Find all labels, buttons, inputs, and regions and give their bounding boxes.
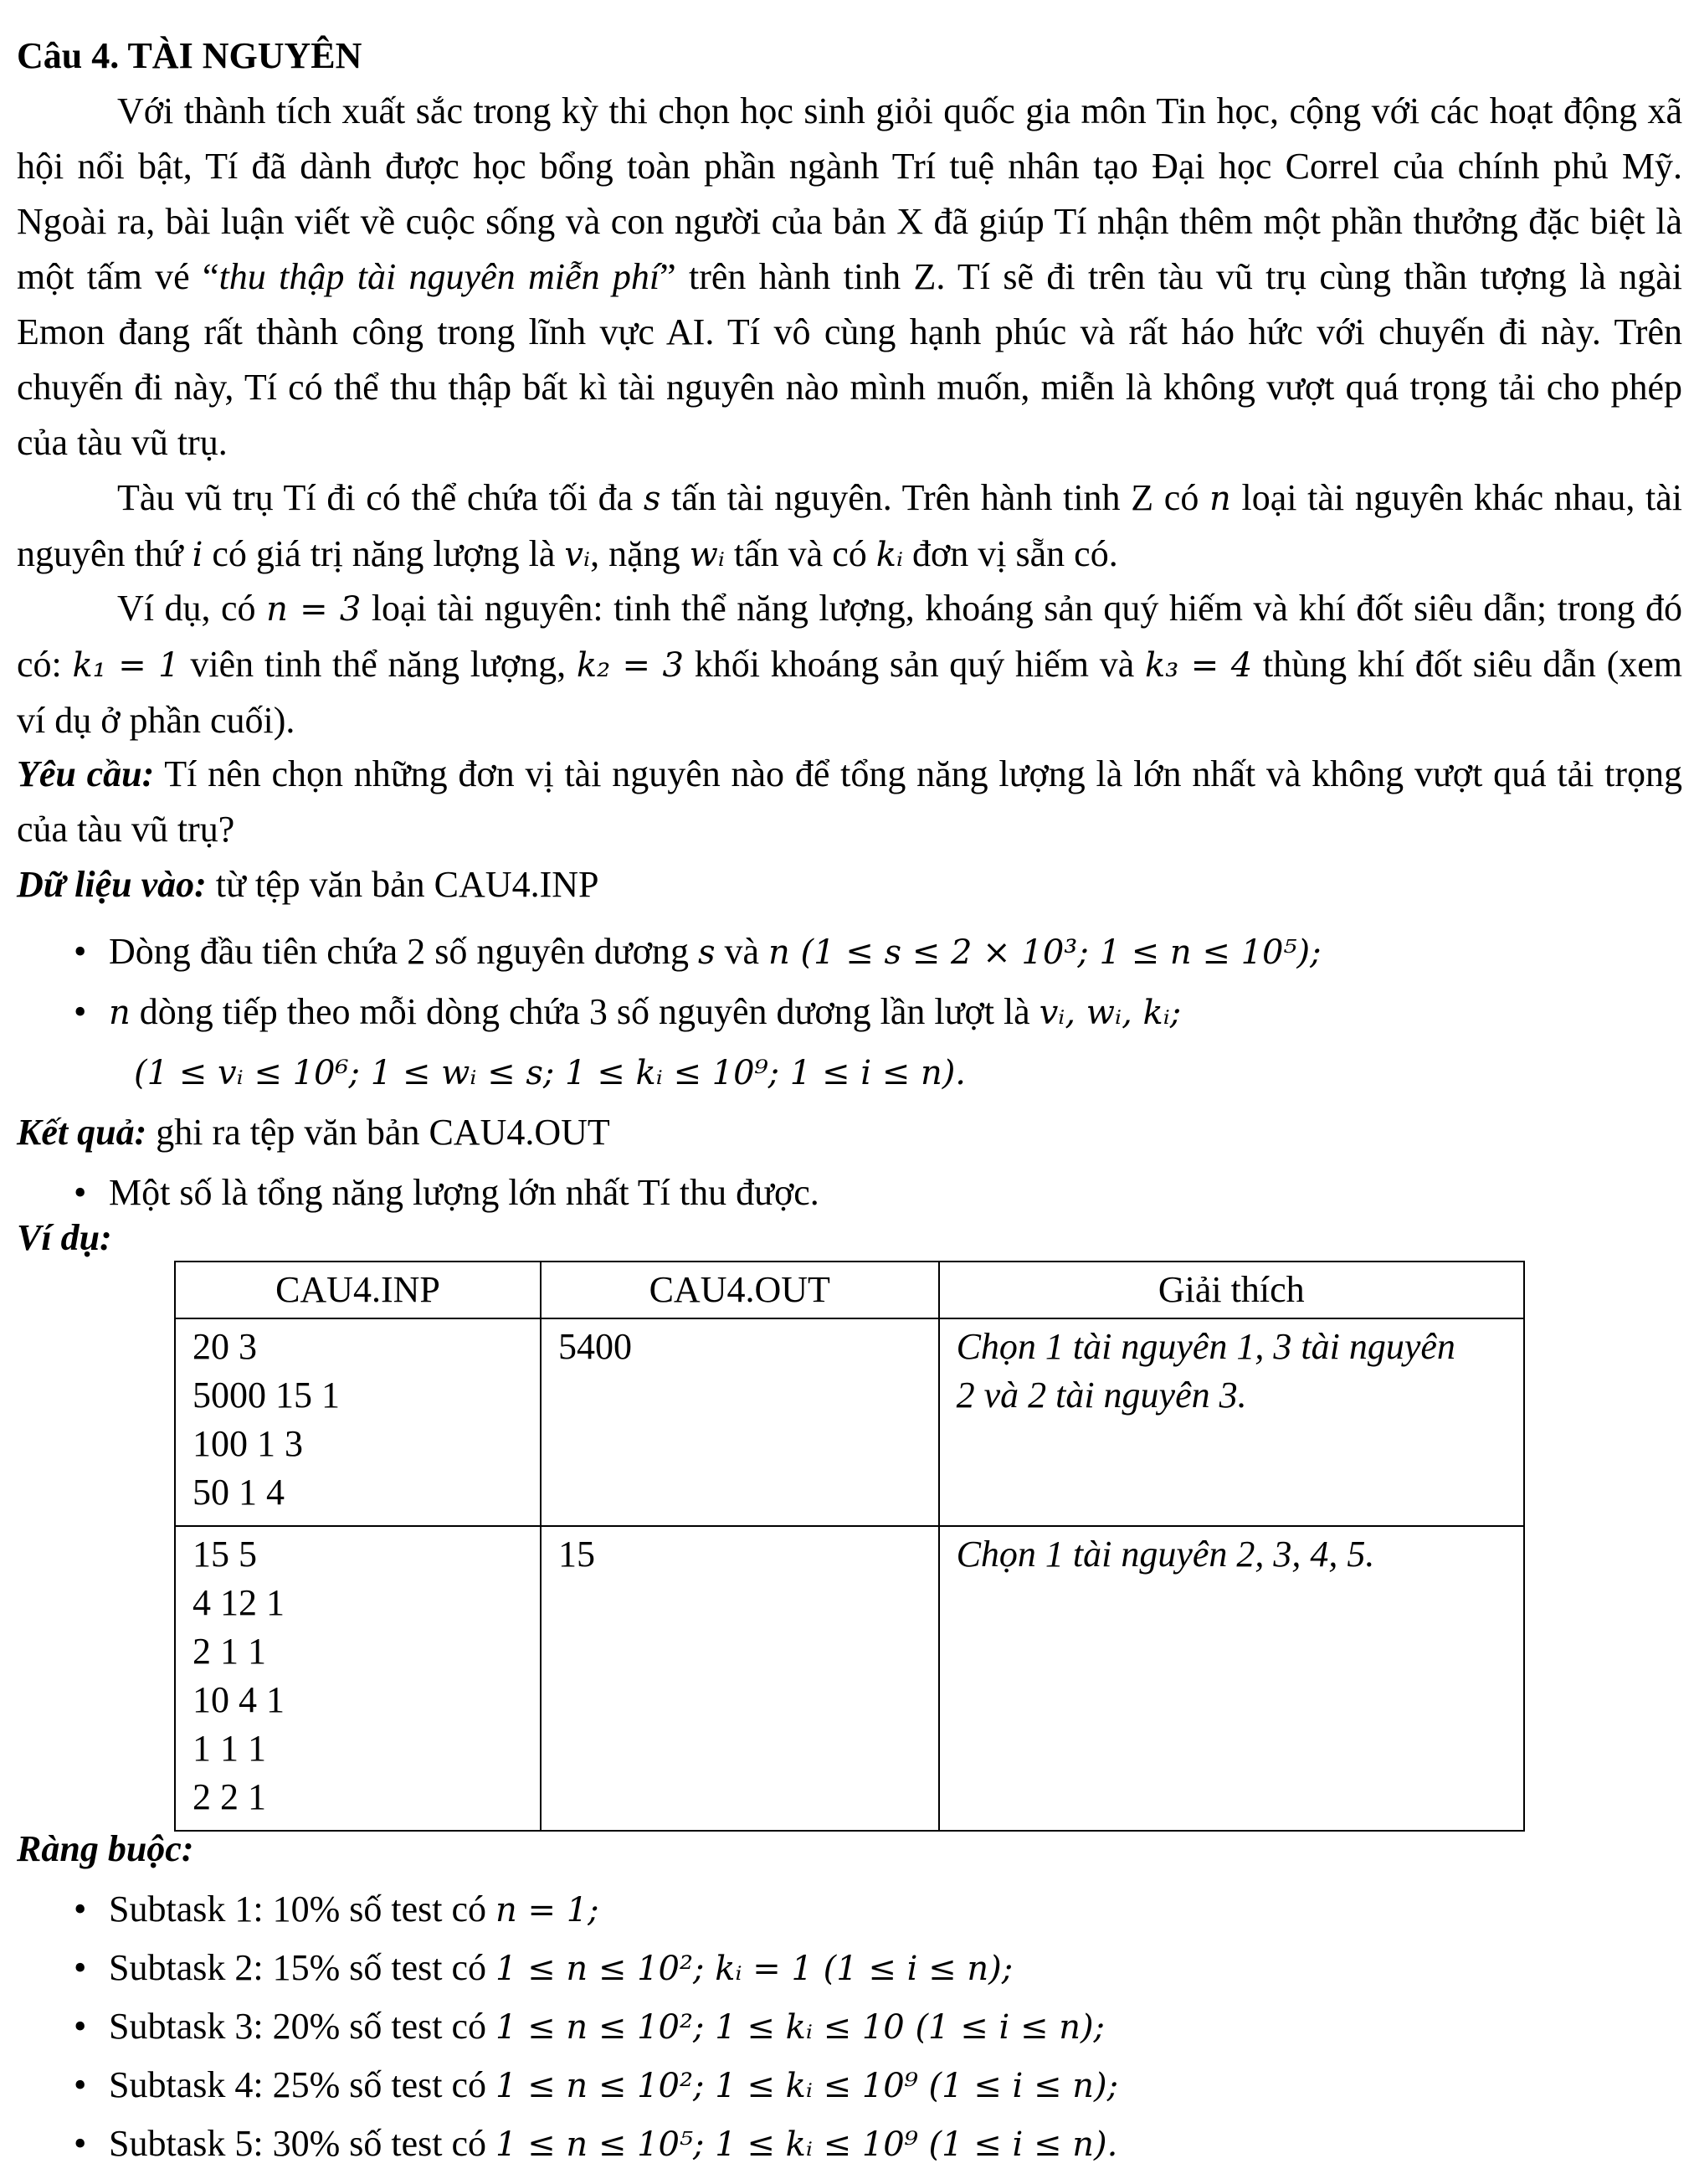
text: Subtask 1: 10% số test có (109, 1889, 495, 1930)
constraint-item (109, 1882, 1682, 1938)
math-expr: k₃ = 4 (1145, 646, 1253, 685)
requirement-section (17, 747, 1682, 857)
math-var: n (768, 933, 790, 972)
math-expr: 1 ≤ n ≤ 10²; 1 ≤ kᵢ ≤ 10 (1 ≤ i ≤ n); (495, 2008, 1106, 2047)
output-text: ghi ra tệp văn bản CAU4.OUT (146, 1112, 610, 1153)
inp-line: 15 5 (192, 1534, 257, 1575)
cell-explanation (939, 1318, 1524, 1526)
constraints-heading: Ràng buộc: (17, 1828, 194, 1869)
text: thùng khí đốt siêu dẫn (xem ví dụ ở phần cuối). (17, 644, 1683, 741)
header-out: CAU4.OUT (541, 1262, 939, 1318)
example-table (174, 1261, 1525, 1832)
problem-title: Câu 4. TÀI NGUYÊN (17, 35, 362, 76)
math-expr: (1 ≤ s ≤ 2 × 10³; 1 ≤ n ≤ 10⁵); (789, 933, 1322, 972)
cell-out: 5400 (541, 1318, 939, 1526)
intro-text: Với thành tích xuất sắc trong kỳ thi chọn học sinh giỏi quốc gia môn Tin học, cộng với các hoạt động xã hội nổi bật, Tí đã dành được học bổng toàn phần ngành Trí tuệ nhân tạo Đại học Correl của chính phủ Mỹ. Ngoài ra, bài luận viết về cuộc sống và con người của bản X đã giúp Tí nhận thêm một phần thưởng đặc biệt là một tấm vé “ (17, 90, 1682, 297)
text: Dòng đầu tiên chứa 2 số nguyên dương (109, 931, 698, 972)
table-row (175, 1318, 1524, 1526)
math-var: i (192, 536, 203, 574)
constraint-item (109, 1940, 1682, 1996)
math-var: n (1209, 480, 1231, 518)
intro-paragraph-3 (17, 581, 1682, 748)
inp-line: 100 1 3 (192, 1423, 303, 1464)
input-section (17, 857, 1682, 912)
math-expr: k₁ = 1 (72, 646, 180, 685)
input-heading: Dữ liệu vào: (17, 864, 207, 905)
text: Ví dụ, có (117, 588, 267, 629)
requirement-heading: Yêu cầu: (17, 753, 155, 794)
table-header-row (175, 1262, 1524, 1318)
inp-line: 20 3 (192, 1326, 257, 1367)
math-expr: 1 ≤ n ≤ 10²; kᵢ = 1 (1 ≤ i ≤ n); (495, 1950, 1014, 1988)
text: tấn tài nguyên. Trên hành tinh Z có (660, 477, 1210, 518)
intro-text: ” trên hành tinh Z. Tí sẽ đi trên tàu vũ trụ cùng thần tượng là ngài Emon đang rất thành công trong lĩnh vực AI. Tí vô cùng hạnh phúc và rất háo hức với chuyến đi này. Trên chuyến đi này, Tí có thể thu thập bất kì tài nguyên nào mình muốn, miễn là không vượt quá trọng tải cho phép của tàu vũ trụ. (17, 256, 1682, 463)
text: loại tài nguyên khác nhau, tài nguyên thứ (17, 477, 1682, 574)
input-bullet-1 (109, 924, 1682, 980)
inp-line: 2 1 1 (192, 1631, 266, 1672)
text: Subtask 5: 30% số test có (109, 2123, 495, 2164)
input-text: từ tệp văn bản CAU4.INP (206, 864, 599, 905)
intro-paragraph-1 (17, 84, 1682, 470)
math-var: kᵢ (875, 536, 904, 574)
text: khối khoáng sản quý hiếm và (683, 644, 1146, 685)
text: Subtask 4: 25% số test có (109, 2064, 495, 2105)
requirement-text: Tí nên chọn những đơn vị tài nguyên nào để tổng năng lượng là lớn nhất và không vượt quá tải trọng của tàu vũ trụ? (17, 753, 1682, 850)
cell-explanation (939, 1526, 1524, 1831)
input-constraint-line (134, 1045, 1682, 1101)
inp-line: 50 1 4 (192, 1472, 285, 1513)
constraint-item (109, 2116, 1682, 2172)
math-var: n (109, 994, 131, 1032)
example-heading: Ví dụ: (17, 1217, 112, 1258)
math-expr: 1 ≤ n ≤ 10⁵; 1 ≤ kᵢ ≤ 10⁹ (1 ≤ i ≤ n). (495, 2125, 1118, 2164)
output-section (17, 1105, 1682, 1160)
text: tấn và có (724, 533, 876, 574)
input-bullet-2 (109, 984, 1682, 1041)
text: đơn vị sẵn có. (903, 533, 1118, 574)
inp-line: 2 2 1 (192, 1776, 266, 1817)
text: có giá trị năng lượng là (203, 533, 565, 574)
text: Subtask 2: 15% số test có (109, 1947, 495, 1988)
output-heading: Kết quả: (17, 1112, 147, 1153)
expl-line: 2 và 2 tài nguyên 3. (956, 1375, 1247, 1416)
table-row (175, 1526, 1524, 1831)
inp-line: 1 1 1 (192, 1728, 266, 1769)
text: viên tinh thể năng lượng, (179, 644, 577, 685)
inp-line: 4 12 1 (192, 1582, 285, 1623)
text: Subtask 3: 20% số test có (109, 2006, 495, 2047)
math-var: vᵢ (564, 536, 591, 574)
expl-line: Chọn 1 tài nguyên 2, 3, 4, 5. (956, 1534, 1375, 1575)
constraint-item (109, 2058, 1682, 2114)
math-expr: 1 ≤ n ≤ 10²; 1 ≤ kᵢ ≤ 10⁹ (1 ≤ i ≤ n); (495, 2067, 1119, 2105)
intro-italic-phrase: thu thập tài nguyên miễn phí (218, 256, 660, 297)
math-expr: k₂ = 3 (576, 646, 684, 685)
math-expr: n = 1; (495, 1891, 599, 1930)
cell-inp (175, 1526, 541, 1831)
inp-line: 10 4 1 (192, 1679, 285, 1720)
text: và (715, 931, 769, 972)
math-expr: (1 ≤ vᵢ ≤ 10⁶; 1 ≤ wᵢ ≤ s; 1 ≤ kᵢ ≤ 10⁹; 1 ≤ i ≤ n). (134, 1054, 967, 1092)
math-var: wᵢ (689, 536, 725, 574)
constraint-item (109, 1999, 1682, 2055)
expl-line: Chọn 1 tài nguyên 1, 3 tài nguyên (956, 1326, 1455, 1367)
cell-inp (175, 1318, 541, 1526)
header-explanation: Giải thích (939, 1262, 1524, 1318)
math-var: s (643, 480, 661, 518)
cell-out: 15 (541, 1526, 939, 1831)
math-var: s (697, 933, 716, 972)
math-expr: vᵢ, wᵢ, kᵢ; (1039, 994, 1182, 1032)
text: Một số là tổng năng lượng lớn nhất Tí thu được. (109, 1172, 819, 1213)
text: , nặng (590, 533, 690, 574)
intro-paragraph-2 (17, 470, 1682, 583)
text: loại tài nguyên: tinh thể năng lượng, khoáng sản quý hiếm và khí đốt siêu dẫn; trong đó có: (17, 588, 1683, 685)
text: Tàu vũ trụ Tí đi có thể chứa tối đa (117, 477, 644, 518)
text: dòng tiếp theo mỗi dòng chứa 3 số nguyên dương lần lượt là (130, 991, 1040, 1032)
header-inp: CAU4.INP (175, 1262, 541, 1318)
inp-line: 5000 15 1 (192, 1375, 340, 1416)
math-expr: n = 3 (266, 590, 362, 629)
